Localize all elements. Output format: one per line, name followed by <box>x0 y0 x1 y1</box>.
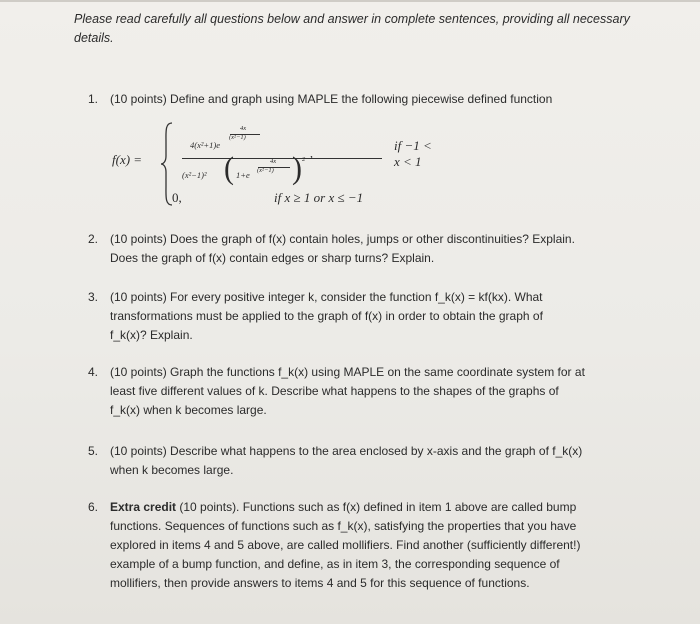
question-line: Does the graph of f(x) contain edges or sharp turns? Explain. <box>110 251 435 265</box>
question-number: 3. <box>88 290 99 304</box>
question-number: 1. <box>88 92 99 106</box>
formula-comma: , <box>310 146 313 160</box>
case2-condition: if x ≥ 1 or x ≤ −1 <box>274 190 364 205</box>
denominator-power: 2 <box>302 156 306 163</box>
main-fraction-bar <box>182 158 382 159</box>
question-2 <box>88 230 628 268</box>
question-line: f_k(x)? Explain. <box>110 328 193 342</box>
question-4 <box>88 363 628 420</box>
numerator-exp-den: (x²−1) <box>229 134 246 141</box>
question-1 <box>88 90 628 109</box>
extra-credit-label: Extra credit <box>110 500 177 514</box>
case2-value: 0, <box>172 190 182 205</box>
question-line: (10 points) For every positive integer k, consider the function f_k(x) = kf(kx). What <box>110 290 543 304</box>
question-3 <box>88 288 628 345</box>
question-number: 4. <box>88 365 99 379</box>
question-line: mollifiers, then provide answers to items 4 and 5 for this sequence of functions. <box>110 576 530 590</box>
question-line: transformations must be applied to the graph of f(x) in order to obtain the graph of <box>110 309 543 323</box>
denominator-exp-den: (x²−1) <box>257 167 274 174</box>
question-line: (10 points) Describe what happens to the area enclosed by x-axis and the graph of f_k(x) <box>110 444 583 458</box>
question-line: f_k(x) when k becomes large. <box>110 403 267 417</box>
question-number: 6. <box>88 500 99 514</box>
numerator <box>190 140 220 150</box>
question-number: 2. <box>88 232 99 246</box>
question-6 <box>88 498 628 593</box>
question-5 <box>88 442 628 480</box>
question-line: least five different values of k. Describe what happens to the shapes of the graphs of <box>110 384 559 398</box>
denominator-inner: 1+e <box>236 170 250 180</box>
question-line <box>110 498 628 517</box>
case1-condition: if −1 < x < 1 <box>394 138 432 169</box>
denominator-open-paren: ( <box>224 151 234 186</box>
top-edge-rule <box>0 0 700 2</box>
question-text: (10 points) Define and graph using MAPLE the following piecewise defined function <box>110 92 553 106</box>
formula-lhs: f(x) = <box>112 152 143 167</box>
numerator-exp-num: 4x <box>240 125 247 132</box>
instructions: Please read carefully all questions below and answer in complete sentences, providing all necessary details. <box>74 12 630 45</box>
question-line: explored in items 4 and 5 above, are called mollifiers. Find another (sufficiently different!) <box>110 538 581 552</box>
question-line: when k becomes large. <box>110 463 234 477</box>
question-line: (10 points) Graph the functions f_k(x) using MAPLE on the same coordinate system for at <box>110 365 585 379</box>
piecewise-formula <box>112 120 432 208</box>
question-line: (10 points) Does the graph of f(x) contain holes, jumps or other discontinuities? Explain. <box>110 232 575 246</box>
question-line: functions. Sequences of functions such as f_k(x), satisfying the properties that you have <box>110 519 577 533</box>
denominator-exp-num: 4x <box>270 158 277 165</box>
denominator-left: (x²−1)² <box>182 170 207 180</box>
question-line-rest: (10 points). Functions such as f(x) defined in item 1 above are called bump <box>176 500 577 514</box>
question-line: example of a bump function, and define, as in item 3, the corresponding sequence of <box>110 557 560 571</box>
numerator-base: 4(x²+1)e <box>190 140 220 150</box>
denominator-close-paren: ) <box>292 151 302 186</box>
question-number: 5. <box>88 444 99 458</box>
